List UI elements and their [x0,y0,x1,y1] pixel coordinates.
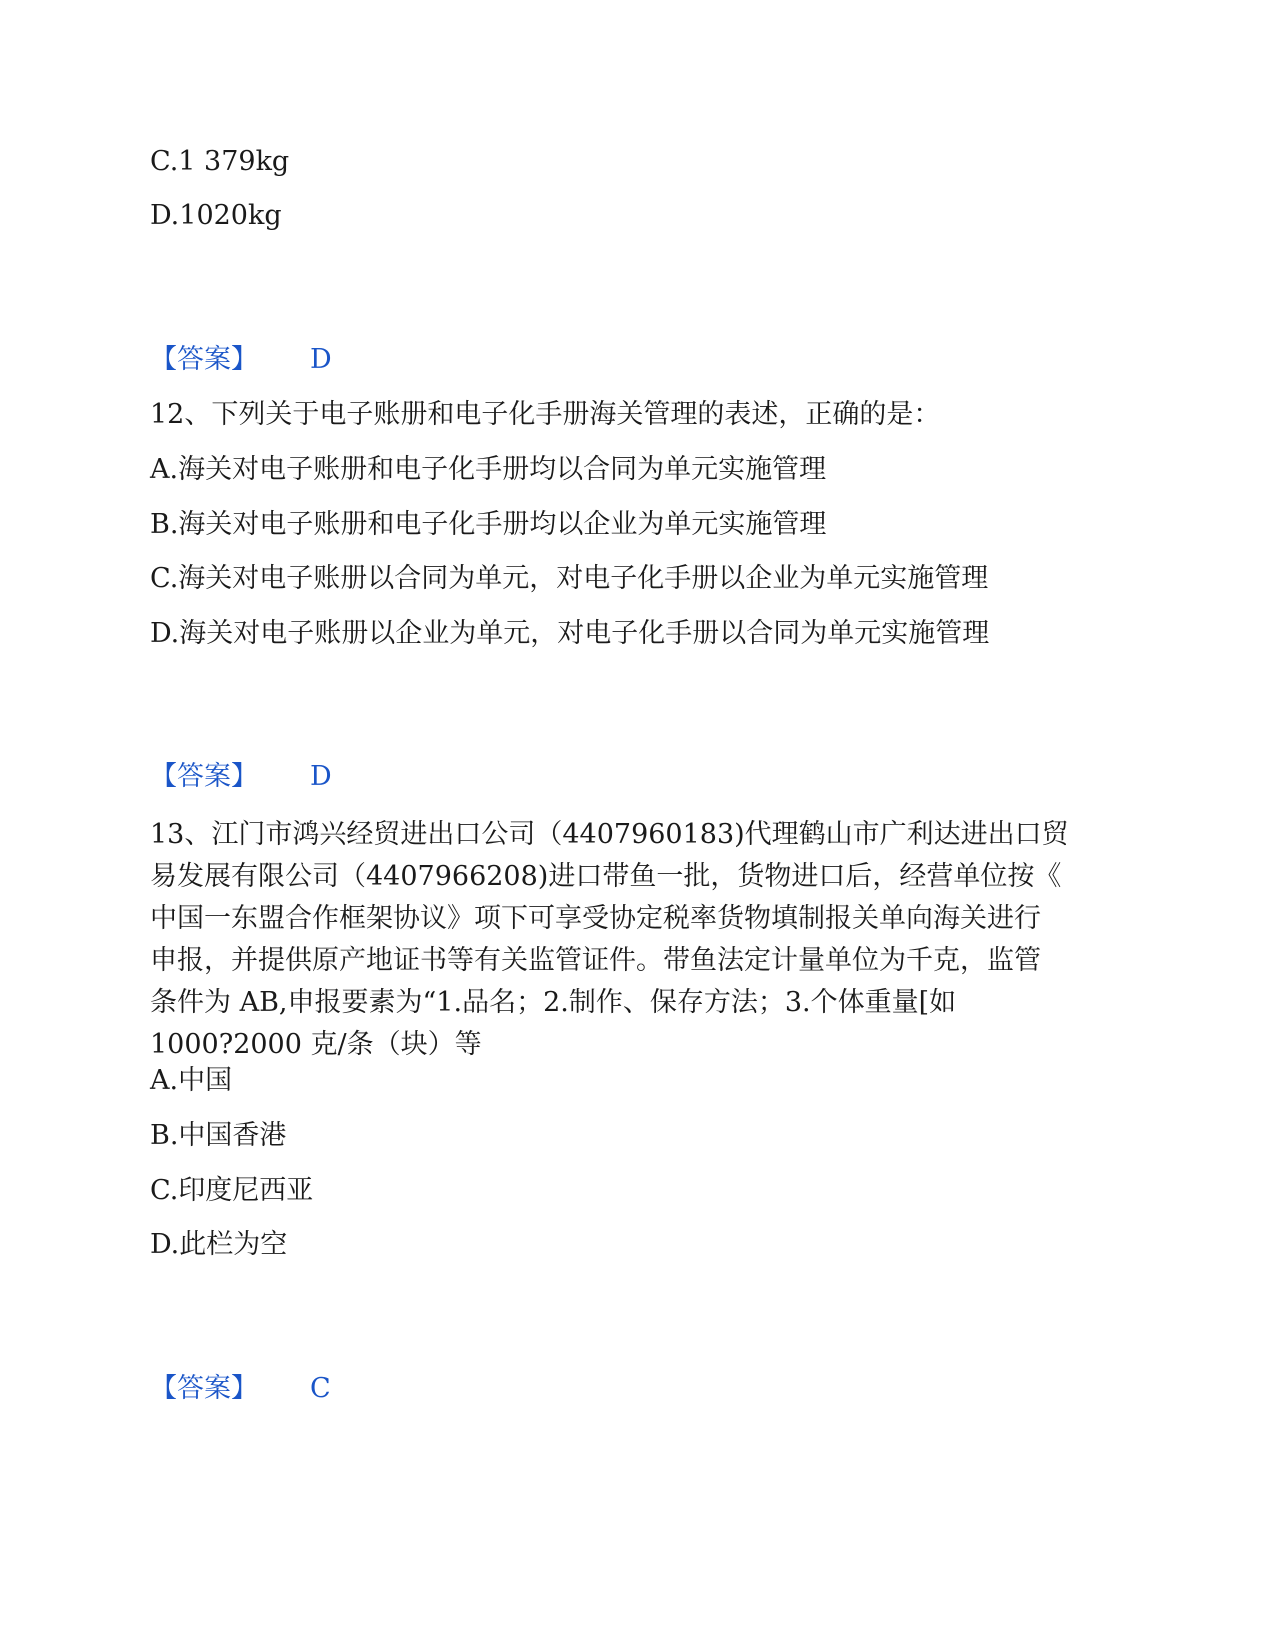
q12-stem: 12、下列关于电子账册和电子化手册海关管理的表述，正确的是： [150,399,941,430]
q13-option-d: D.此栏为空 [150,1229,288,1260]
q12-answer [150,757,332,797]
q12-option-d: D.海关对电子账册以企业为单元，对电子化手册以合同为单元实施管理 [150,618,990,649]
answer-value: D [310,761,332,792]
q13-option-b: B.中国香港 [150,1120,287,1151]
q13-stem-line: 申报，并提供原产地证书等有关监管证件。带鱼法定计量单位为千克，监管 [150,945,1041,976]
answer-tag: 【答案】 [150,761,258,792]
q13-stem-line: 易发展有限公司（4407966208)进口带鱼一批，货物进口后，经营单位按《 [150,861,1062,892]
q13-stem-line: 13、江门市鸿兴经贸进出口公司（4407960183)代理鹤山市广利达进出口贸 [150,819,1069,850]
q13-stem [150,814,1110,1066]
q13-option-c: C.印度尼西亚 [150,1175,314,1206]
q11-answer [150,340,332,380]
answer-value: D [310,344,332,375]
q12-option-a: A.海关对电子账册和电子化手册均以合同为单元实施管理 [150,454,827,485]
q13-answer [150,1369,331,1409]
q11-option-c: C.1 379kg [150,146,290,177]
q13-stem-line: 中国一东盟合作框架协议》项下可享受协定税率货物填制报关单向海关进行 [150,903,1041,934]
q12-option-b: B.海关对电子账册和电子化手册均以企业为单元实施管理 [150,509,827,540]
q12-option-c: C.海关对电子账册以合同为单元，对电子化手册以企业为单元实施管理 [150,563,989,594]
q13-stem-line: 1000?2000 克/条（块）等 [150,1029,482,1060]
answer-tag: 【答案】 [150,1373,258,1404]
q13-stem-line: 条件为 AB,申报要素为“1.品名；2.制作、保存方法；3.个体重量[如 [150,987,957,1018]
answer-value: C [310,1373,331,1404]
answer-tag: 【答案】 [150,344,258,375]
q13-option-a: A.中国 [150,1065,233,1096]
q11-option-d: D.1020kg [150,200,282,231]
